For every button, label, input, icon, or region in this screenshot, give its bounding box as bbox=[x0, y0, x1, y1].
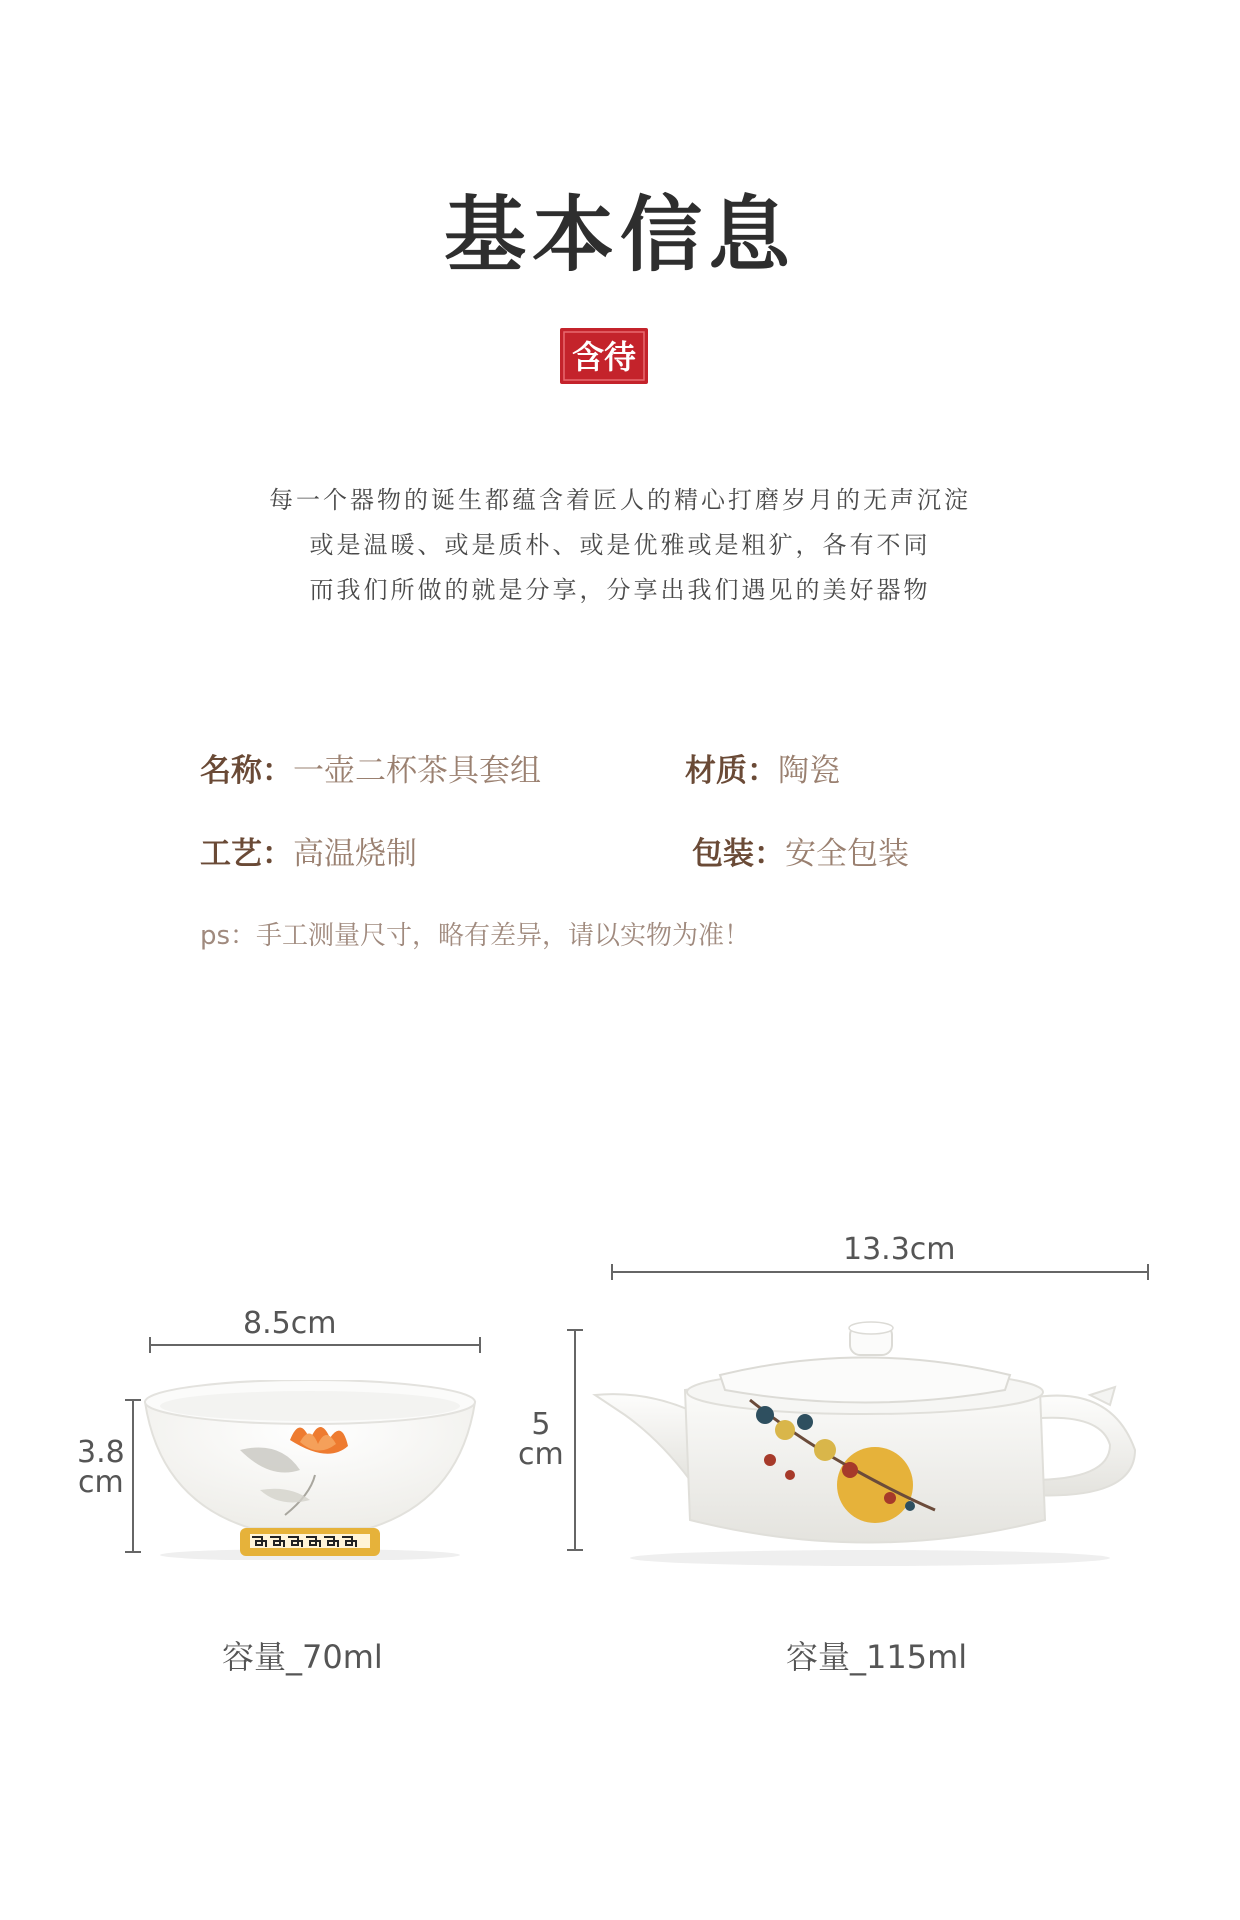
spec-craft bbox=[200, 828, 417, 873]
cup-height-number: 3.8 bbox=[77, 1435, 125, 1470]
teapot-height-number: 5 bbox=[531, 1407, 551, 1442]
cup-height-label bbox=[77, 1435, 125, 1500]
page-title: 基本信息 bbox=[443, 188, 796, 283]
spec-name bbox=[200, 745, 541, 790]
teapot-image bbox=[590, 1320, 1150, 1580]
spec-package-value: 安全包装 bbox=[785, 836, 909, 872]
seal-text: 含待 bbox=[571, 338, 637, 376]
intro-line: 而我们所做的就是分享，分享出我们遇见的美好器物 bbox=[309, 576, 931, 604]
intro-line: 每一个器物的诞生都蕴含着匠人的精心打磨岁月的无声沉淀 bbox=[269, 486, 971, 514]
seal-logo bbox=[558, 325, 650, 387]
cup-capacity: 容量_70ml bbox=[222, 1638, 383, 1676]
teacup-image bbox=[140, 1380, 480, 1560]
spec-material-value: 陶瓷 bbox=[778, 753, 840, 789]
spec-name-value: 一壶二杯茶具套组 bbox=[293, 753, 541, 789]
teapot-height-label bbox=[518, 1407, 564, 1472]
spec-material bbox=[685, 745, 840, 790]
spec-package-label: 包装： bbox=[692, 836, 785, 872]
cup-height-unit: cm bbox=[78, 1465, 124, 1500]
measurement-note: ps：手工测量尺寸，略有差异，请以实物为准！ bbox=[200, 921, 751, 951]
spec-material-label: 材质： bbox=[685, 753, 778, 789]
spec-craft-label: 工艺： bbox=[200, 836, 293, 872]
teapot-height-unit: cm bbox=[518, 1437, 564, 1472]
spec-craft-value: 高温烧制 bbox=[293, 836, 417, 872]
intro-text bbox=[0, 478, 1240, 613]
spec-package bbox=[692, 828, 909, 873]
teapot-width-label: 13.3cm bbox=[843, 1232, 956, 1267]
cup-width-label: 8.5cm bbox=[243, 1306, 337, 1341]
spec-name-label: 名称： bbox=[200, 753, 293, 789]
teapot-capacity: 容量_115ml bbox=[786, 1638, 968, 1676]
intro-line: 或是温暖、或是质朴、或是优雅或是粗犷，各有不同 bbox=[309, 531, 931, 559]
